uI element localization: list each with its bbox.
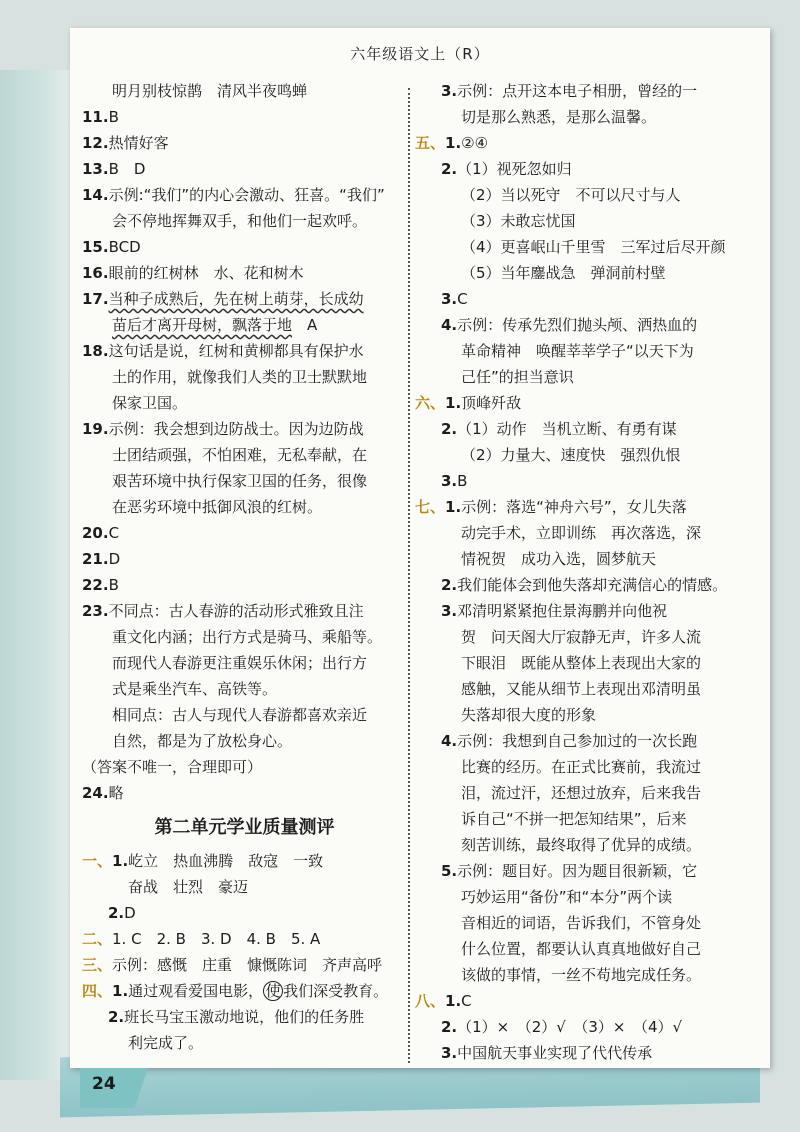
answer-number: 1. — [445, 134, 462, 152]
answer-number: 4. — [441, 732, 458, 750]
answer-19 — [82, 416, 407, 442]
section-5-answer-1 — [415, 130, 755, 156]
section-1-answer-1 — [82, 848, 407, 874]
answer-number: 3. — [441, 290, 458, 308]
answer-line: 动完手术，立即训练 再次落选，深 — [461, 524, 702, 542]
answer-15 — [82, 234, 407, 260]
answer-17 — [82, 286, 407, 312]
answer-number: 2. — [441, 576, 458, 594]
answer-text: BCD — [108, 238, 141, 256]
section-number: 二、 — [82, 930, 113, 948]
answer-line: 切是那么熟悉，是那么温馨。 — [461, 108, 657, 126]
answer-line: 刻苦训练，最终取得了优异的成绩。 — [461, 836, 702, 854]
answer-number: 23. — [82, 602, 109, 620]
answer-text: C — [461, 992, 472, 1010]
left-column — [82, 78, 407, 1056]
answer-line: 自然，都是为了放松身心。 — [112, 732, 293, 750]
answer-18 — [82, 338, 407, 364]
section-8-answer-1 — [415, 988, 755, 1014]
answer-text: 班长马宝玉激动地说，他们的任务胜 — [124, 1008, 365, 1026]
answer-text: D — [124, 904, 136, 922]
section-7-answer-3 — [415, 598, 755, 624]
answer-text: 我们深受教育。 — [283, 982, 389, 1000]
answer-line: 会不停地挥舞双手，和他们一起欢呼。 — [112, 212, 368, 230]
answer-line: 在恶劣环境中抵御风浪的红树。 — [112, 498, 323, 516]
answer-text: B — [108, 108, 119, 126]
section-6-answer-2 — [415, 416, 755, 442]
answer-line — [82, 312, 407, 338]
answer-line: 利完成了。 — [128, 1034, 204, 1052]
answer-line: 什么位置，都要认认真真地做好自己 — [461, 940, 702, 958]
section-number: 三、 — [82, 956, 113, 974]
answer-text: 热情好客 — [108, 134, 169, 152]
answer-13 — [82, 156, 407, 182]
answer-number: 1. — [112, 852, 129, 870]
answer-line: 己任”的担当意识 — [461, 368, 574, 386]
answer-number: 2. — [108, 1008, 125, 1026]
answer-number: 4. — [441, 316, 458, 334]
answer-line: 土的作用，就像我们人类的卫士默默地 — [112, 368, 368, 386]
answer-12 — [82, 130, 407, 156]
section-8-answer-3 — [415, 1040, 755, 1066]
answer-number: 21. — [82, 550, 109, 568]
answer-22 — [82, 572, 407, 598]
section-4-answer-1 — [82, 978, 407, 1004]
answer-text: B — [108, 576, 119, 594]
answer-number: 2. — [441, 160, 458, 178]
section-6-answer-3 — [415, 468, 755, 494]
answer-number: 1. — [445, 992, 462, 1010]
section-number: 一、 — [82, 852, 113, 870]
answer-page — [70, 28, 770, 1068]
answer-number: 24. — [82, 784, 109, 802]
answer-number: 3. — [441, 82, 458, 100]
section-7-answer-1 — [415, 494, 755, 520]
answer-number: 15. — [82, 238, 109, 256]
answer-23 — [82, 598, 407, 624]
answer-3 — [415, 78, 755, 104]
answer-text: 顶峰歼敌 — [461, 394, 522, 412]
answer-text: 眼前的红树林 水、花和树木 — [108, 264, 304, 282]
answer-line: 诉自己“不拼一把怎知结果”，后来 — [461, 810, 687, 828]
section-5-answer-2 — [415, 156, 755, 182]
answer-text: C — [457, 290, 468, 308]
answer-number: 19. — [82, 420, 109, 438]
answer-text: 示例：我想到自己参加过的一次长跑 — [457, 732, 698, 750]
answer-line: 明月别枝惊鹊 清风半夜鸣蝉 — [112, 82, 308, 100]
right-column — [415, 78, 755, 1066]
answer-line: （4）更喜岷山千里雪 三军过后尽开颜 — [461, 238, 726, 256]
answer-text: 略 — [108, 784, 124, 802]
answer-line: 相同点：古人与现代人春游都喜欢亲近 — [112, 706, 368, 724]
answer-text: 示例：传承先烈们抛头颅、洒热血的 — [457, 316, 698, 334]
section-number: 八、 — [415, 992, 446, 1010]
answer-text: 不同点：古人春游的活动形式雅致且注 — [108, 602, 364, 620]
answer-text: 我们能体会到他失落却充满信心的情感。 — [457, 576, 728, 594]
section-number: 六、 — [415, 394, 446, 412]
section-number: 四、 — [82, 982, 113, 1000]
answer-line: 贺 问天阁大厅寂静无声，许多人流 — [461, 628, 702, 646]
section-number: 七、 — [415, 498, 446, 516]
answer-number: 1. — [112, 982, 129, 1000]
section-3-answers — [82, 952, 407, 978]
answer-number: 2. — [108, 904, 125, 922]
section-1-answer-2 — [82, 900, 407, 926]
answer-text: 示例：题目好。因为题目很新颖，它 — [457, 862, 698, 880]
answer-line: （5）当年鏖战急 弹洞前村壁 — [461, 264, 666, 282]
answer-14 — [82, 182, 407, 208]
wavy-underlined-text: 当种子成熟后，先在树上萌芽，长成幼 — [108, 290, 364, 308]
answer-text: （1）× （2）√ （3）× （4）√ — [457, 1018, 683, 1036]
page-number: 24 — [92, 1074, 116, 1094]
answer-number: 1. — [445, 394, 462, 412]
answer-16 — [82, 260, 407, 286]
answer-text: 中国航天事业实现了代代传承 — [457, 1044, 653, 1062]
answer-line: 奋战 壮烈 豪迈 — [128, 878, 249, 896]
answer-text: （1）视死忽如归 — [457, 160, 572, 178]
answer-text: 这句话是说，红树和黄柳都具有保护水 — [108, 342, 364, 360]
answer-11 — [82, 104, 407, 130]
answer-text: 示例:“我们”的内心会激动、狂喜。“我们” — [108, 186, 385, 204]
answer-line: 重文化内涵；出行方式是骑马、乘船等。 — [112, 628, 383, 646]
page-header: 六年级语文上（R） — [350, 45, 490, 63]
answer-text: 示例：点开这本电子相册，曾经的一 — [457, 82, 698, 100]
answer-text: D — [108, 550, 121, 568]
section-8-answer-2 — [415, 1014, 755, 1040]
section-4-answer-2 — [82, 1004, 407, 1030]
section-7-answer-5 — [415, 858, 755, 884]
answer-number: 12. — [82, 134, 109, 152]
answer-line: 泪，流过汗，还想过放弃，后来我告 — [461, 784, 702, 802]
answer-line: 而现代人春游更注重娱乐休闲；出行方 — [112, 654, 368, 672]
answer-number: 3. — [441, 602, 458, 620]
answer-line: 比赛的经历。在正式比赛前，我流过 — [461, 758, 702, 776]
answer-text: （1）动作 当机立断、有勇有谋 — [457, 420, 677, 438]
answer-text: 示例：我会想到边防战士。因为边防战 — [108, 420, 364, 438]
section-5-answer-3 — [415, 286, 755, 312]
answer-text: B D — [108, 160, 146, 178]
circled-character: 使 — [263, 981, 283, 1001]
answer-number: 14. — [82, 186, 109, 204]
answer-number: 3. — [441, 472, 458, 490]
answer-line: 革命精神 唤醒莘莘学子“以天下为 — [461, 342, 694, 360]
answer-number: 2. — [441, 420, 458, 438]
section-2-answers — [82, 926, 407, 952]
answer-line: 音相近的词语，告诉我们，不管身处 — [461, 914, 702, 932]
answer-text: 屹立 热血沸腾 敌寇 一致 — [128, 852, 324, 870]
answer-line: 感触，又能从细节上表现出邓清明虽 — [461, 680, 702, 698]
answer-text: ②④ — [461, 134, 489, 152]
background-band-left — [0, 70, 70, 1080]
answer-line: 下眼泪 既能从整体上表现出大家的 — [461, 654, 702, 672]
answer-21 — [82, 546, 407, 572]
answer-number: 3. — [441, 1044, 458, 1062]
section-number: 五、 — [415, 134, 446, 152]
answer-number: 13. — [82, 160, 109, 178]
answer-number: 5. — [441, 862, 458, 880]
answer-number: 20. — [82, 524, 109, 542]
answer-text: B — [457, 472, 468, 490]
answer-text: C — [108, 524, 120, 542]
wavy-underlined-text: 苗后才离开母树，飘落于地 — [112, 316, 293, 334]
answer-line: 巧妙运用“备份”和“本分”两个读 — [461, 888, 673, 906]
answer-note: （答案不唯一，合理即可） — [82, 758, 263, 776]
column-divider — [408, 88, 410, 1063]
section-7-answer-4 — [415, 728, 755, 754]
answer-text: 通过观看爱国电影， — [128, 982, 264, 1000]
answer-line: 保家卫国。 — [112, 394, 188, 412]
answer-line: 士团结顽强，不怕困难，无私奉献，在 — [112, 446, 368, 464]
answer-number: 1. — [445, 498, 462, 516]
answer-number: 11. — [82, 108, 109, 126]
answer-line: 式是乘坐汽车、高铁等。 — [112, 680, 278, 698]
unit-title: 第二单元学业质量测评 — [154, 817, 335, 838]
section-5-answer-4 — [415, 312, 755, 338]
answer-text: 示例：感慨 庄重 慷慨陈词 齐声高呼 — [112, 956, 383, 974]
answer-line: （2）力量大、速度快 强烈仇恨 — [461, 446, 681, 464]
answer-number: 18. — [82, 342, 109, 360]
answer-number: 17. — [82, 290, 109, 308]
answer-24 — [82, 780, 407, 806]
answer-number: 2. — [441, 1018, 458, 1036]
answer-text: 邓清明紧紧抱住景海鹏并向他祝 — [457, 602, 668, 620]
answer-20 — [82, 520, 407, 546]
answer-line: （3）未敢忘忧国 — [461, 212, 576, 230]
answer-number: 22. — [82, 576, 109, 594]
answer-text: 1. C 2. B 3. D 4. B 5. A — [112, 930, 321, 948]
answer-number: 16. — [82, 264, 109, 282]
answer-line: 该做的事情，一丝不苟地完成任务。 — [461, 966, 702, 984]
answer-line: 失落却很大度的形象 — [461, 706, 597, 724]
answer-line: 情祝贺 成功入选，圆梦航天 — [461, 550, 657, 568]
answer-line: （2）当以死守 不可以尺寸与人 — [461, 186, 681, 204]
answer-text: 示例：落选“神舟六号”，女儿失落 — [461, 498, 687, 516]
section-7-answer-2 — [415, 572, 755, 598]
section-6-answer-1 — [415, 390, 755, 416]
answer-line: 艰苦环境中执行保家卫国的任务，很像 — [112, 472, 368, 490]
answer-text: A — [292, 316, 318, 334]
